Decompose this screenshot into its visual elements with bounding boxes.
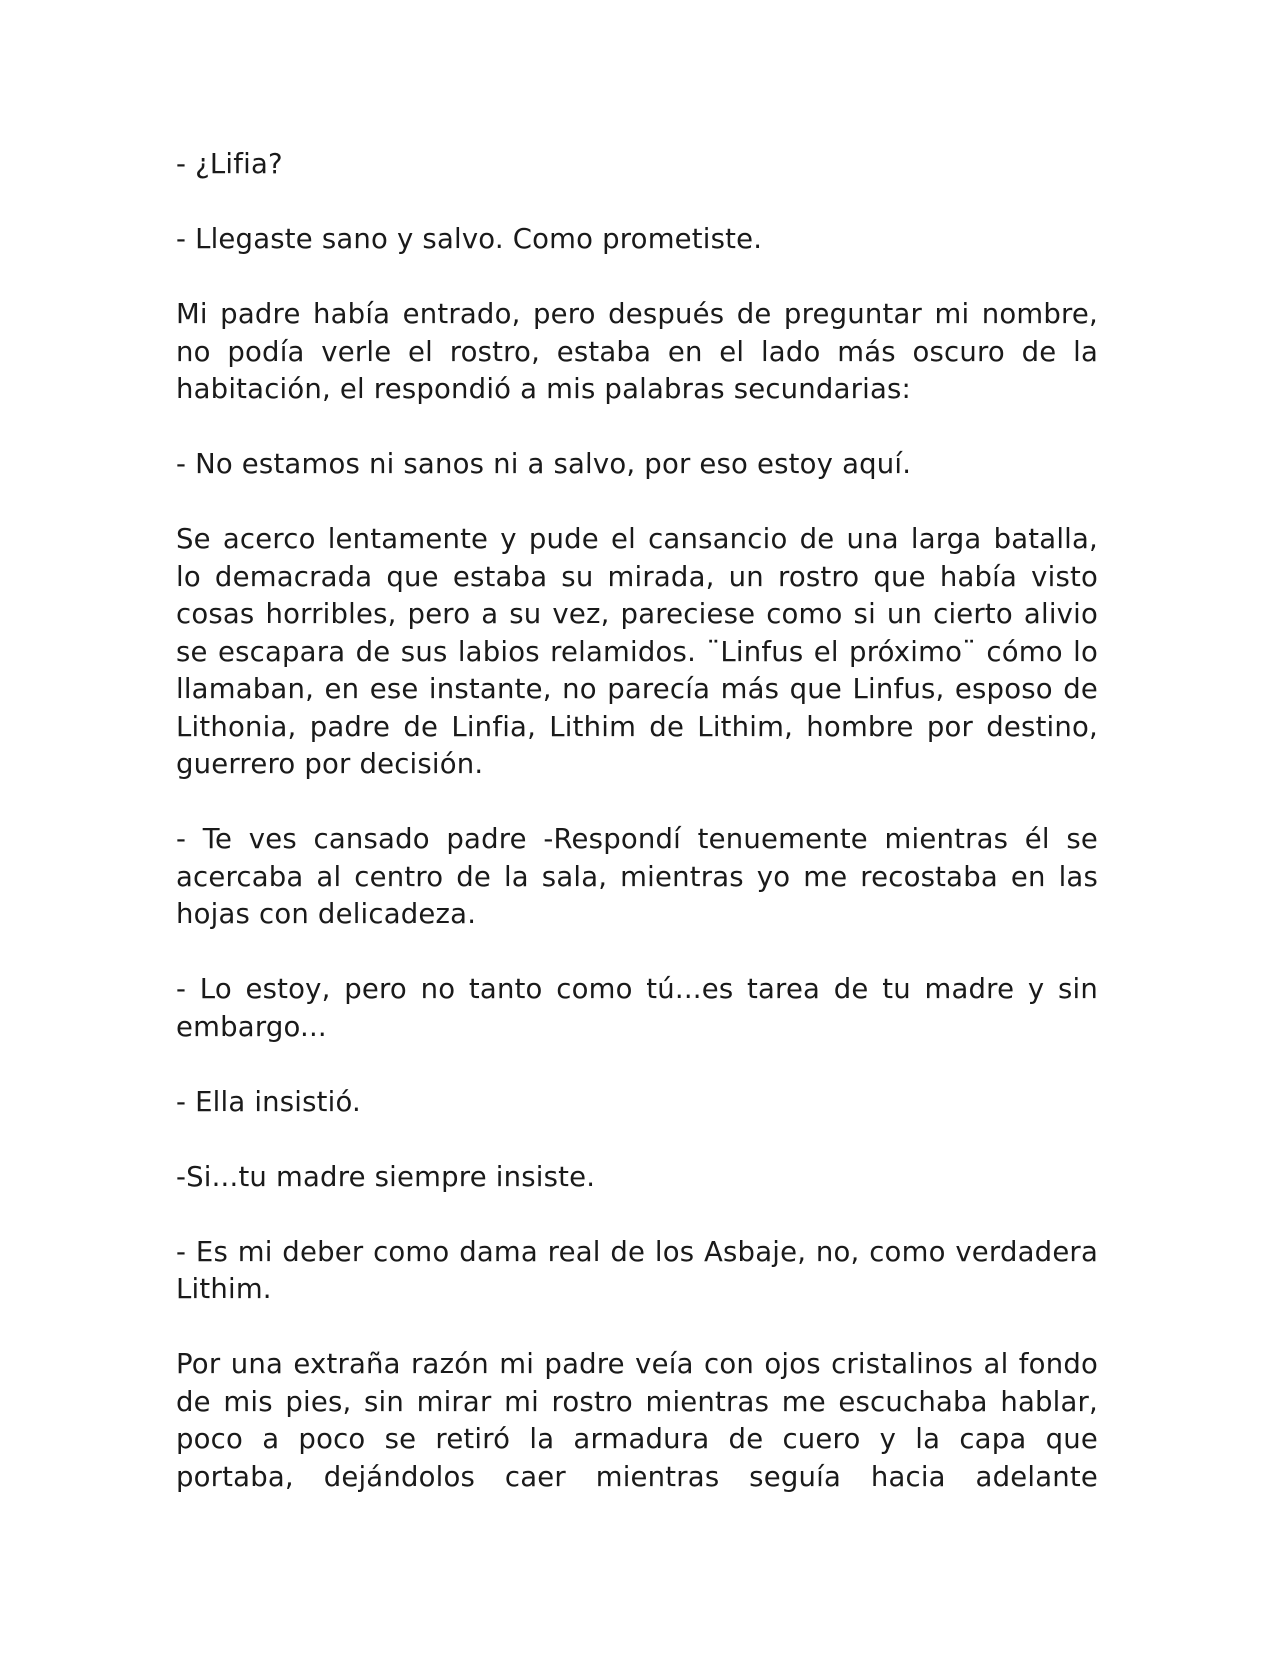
document-page <box>176 146 1098 1496</box>
paragraph-dialogue-si-tu-madre: -Si...tu madre siempre insiste. <box>176 1160 596 1193</box>
paragraph-narration-padre-entrado: Mi padre había entrado, pero después de preguntar mi nombre, no podía verle el rostro, estaba en el lado más oscuro de la habitación, el respondió a mis palabras secundarias: <box>176 298 1098 405</box>
paragraph-dialogue-lifia: - ¿Lifia? <box>176 148 283 180</box>
paragraph-dialogue-te-ves-cansado: - Te ves cansado padre -Respondí tenuemente mientras él se acercaba al centro de la sala, mientras yo me recostaba en las hojas con delicadeza. <box>176 823 1098 930</box>
paragraph-narration-extrana-razon: Por una extraña razón mi padre veía con ojos cristalinos al fondo de mis pies, sin mirar mi rostro mientras me escuchaba hablar, poco a poco se retiró la armadura de cuero y la capa que portaba, dejándolos caer mientras seguía hacia adelante <box>176 1348 1098 1493</box>
paragraph-dialogue-llegaste: - Llegaste sano y salvo. Como prometiste. <box>176 223 763 255</box>
paragraph-dialogue-es-mi-deber: - Es mi deber como dama real de los Asbaje, no, como verdadera Lithim. <box>176 1235 1098 1305</box>
paragraph-narration-se-acerco: Se acerco lentamente y pude el cansancio de una larga batalla, lo demacrada que estaba su mirada, un rostro que había visto cosas horribles, pero a su vez, pareciese como si un cierto alivio se escapara de sus labios relamidos. ¨Linfus el próximo¨ cómo lo llamaban, en ese instante, no parecía más que Linfus, esposo de Lithonia, padre de Linfia, Lithim de Lithim, hombre por destino, guerrero por decisión. <box>176 523 1098 780</box>
paragraph-dialogue-lo-estoy: - Lo estoy, pero no tanto como tú...es tarea de tu madre y sin embargo... <box>176 973 1098 1043</box>
paragraph-dialogue-ella-insistio: - Ella insistió. <box>176 1085 361 1118</box>
paragraph-dialogue-no-estamos: - No estamos ni sanos ni a salvo, por eso estoy aquí. <box>176 448 912 480</box>
